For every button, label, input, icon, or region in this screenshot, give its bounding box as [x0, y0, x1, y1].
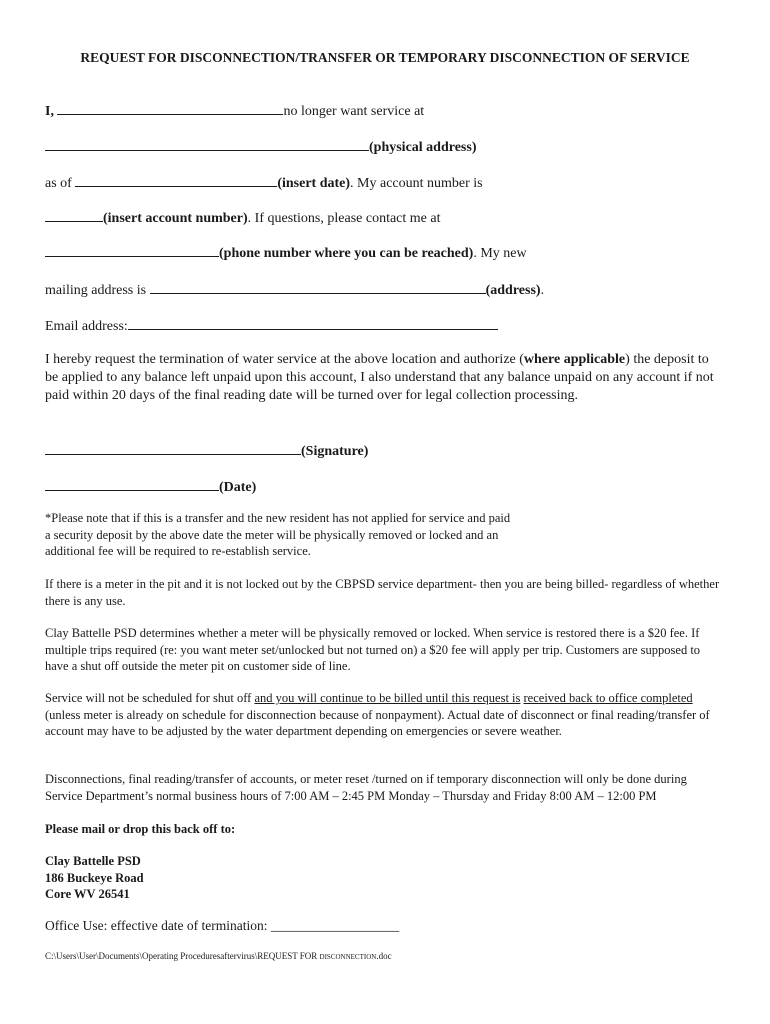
name-suffix: no longer want service at	[283, 104, 425, 119]
request-text-2: ) the deposit to be applied to any balance left unpaid upon this account, I also understand that any balance unpaid on any account if not paid within 20 days of the final reading date will be turned over for legal collection processing.	[45, 352, 714, 403]
mail-instruction: Please mail or drop this back off to:	[45, 822, 236, 836]
schedule-text-2: (unless meter is already on schedule for disconnection because of nonpayment). Actual date of disconnect or final reading/transfer of account may have to be adjusted by the water department depending on emergencies or severe weather.	[45, 707, 710, 738]
address-name: Clay Battelle PSD	[45, 854, 141, 868]
date-prefix: as of	[45, 176, 72, 191]
address-city: Core WV 26541	[45, 887, 130, 901]
fee-note: Clay Battelle PSD determines whether a meter will be physically removed or locked. When service is restored there is a $20 fee. If multiple trips required (re: you want meter set/unlocked but not turned on) a $20 fee will apply per trip. Customers are supposed to have a shut off outside the meter pit on customer side of line.	[45, 626, 701, 673]
account-suffix: . If questions, please contact me at	[247, 211, 441, 226]
account-number-label: (insert account number)	[103, 211, 248, 226]
form-title: REQUEST FOR DISCONNECTION/TRANSFER OR TEMPORARY DISCONNECTION OF SERVICE	[80, 50, 690, 65]
signature-label: (Signature)	[301, 444, 369, 459]
mailing-address-label: (address)	[485, 283, 541, 298]
office-use-line: Office Use: effective date of termination: ___________________	[45, 918, 400, 933]
phone-suffix: . My new	[473, 246, 527, 261]
return-address	[45, 853, 725, 903]
phone-line	[45, 243, 527, 263]
insert-date-label: (insert date)	[277, 176, 351, 191]
physical-address-label: (physical address)	[369, 140, 477, 155]
phone-blank[interactable]	[45, 243, 219, 257]
footer-path: C:\Users\User\Documents\Operating Proceduresaftervirus\REQUEST FOR	[45, 951, 320, 961]
account-number-blank[interactable]	[45, 208, 103, 222]
name-prefix: I,	[45, 104, 54, 119]
footer-ext: .doc	[376, 951, 392, 961]
physical-address-line	[45, 137, 476, 157]
phone-label: (phone number where you can be reached)	[219, 246, 474, 261]
request-text-bold: where applicable	[523, 352, 626, 367]
mailing-prefix: mailing address is	[45, 283, 147, 298]
date-line	[45, 173, 483, 193]
insert-date-blank[interactable]	[75, 173, 277, 187]
date-suffix: . My account number is	[350, 176, 483, 191]
meter-pit-note: If there is a meter in the pit and it is not locked out by the CBPSD service department- then you are being billed- regardless of whether there is any use.	[45, 577, 720, 608]
mailing-address-line	[45, 280, 544, 300]
business-hours-note: Disconnections, final reading/transfer of accounts, or meter reset /turned on if temporary disconnection will only be done during Service Department’s normal business hours of 7:00 AM – 2:45 PM Monday – Thursday and Friday 8:00 AM – 12:00 PM	[45, 772, 687, 803]
signature-blank[interactable]	[45, 441, 301, 455]
signature-date-label: (Date)	[219, 480, 257, 495]
date-signature-line	[45, 477, 256, 497]
schedule-underline-1: and you will continue to be billed until this request is	[254, 691, 521, 705]
email-label: Email address:	[45, 319, 128, 334]
address-street: 186 Buckeye Road	[45, 870, 144, 885]
signature-date-blank[interactable]	[45, 477, 219, 491]
file-path-footer	[45, 951, 392, 961]
request-text-1: I hereby request the termination of water service at the above location and authorize (	[45, 352, 524, 367]
transfer-note: *Please note that if this is a transfer and the new resident has not applied for service and paid a security deposit by the above date the meter will be physically removed or locked and an additional fee will be required to re-establish service.	[45, 511, 511, 558]
email-line	[45, 316, 498, 336]
mailing-address-blank[interactable]	[150, 280, 486, 294]
name-line	[45, 101, 424, 121]
mailing-suffix: .	[540, 283, 545, 298]
schedule-note	[45, 690, 725, 740]
account-line	[45, 208, 440, 228]
footer-file: DISCONNECTION	[319, 953, 377, 961]
signature-line	[45, 441, 368, 461]
physical-address-blank[interactable]	[45, 137, 369, 151]
schedule-underline-2: received back to office completed	[523, 691, 693, 705]
email-blank[interactable]	[128, 316, 498, 330]
request-paragraph	[45, 351, 725, 405]
name-blank[interactable]	[57, 101, 283, 115]
schedule-text-1: Service will not be scheduled for shut off	[45, 691, 255, 705]
